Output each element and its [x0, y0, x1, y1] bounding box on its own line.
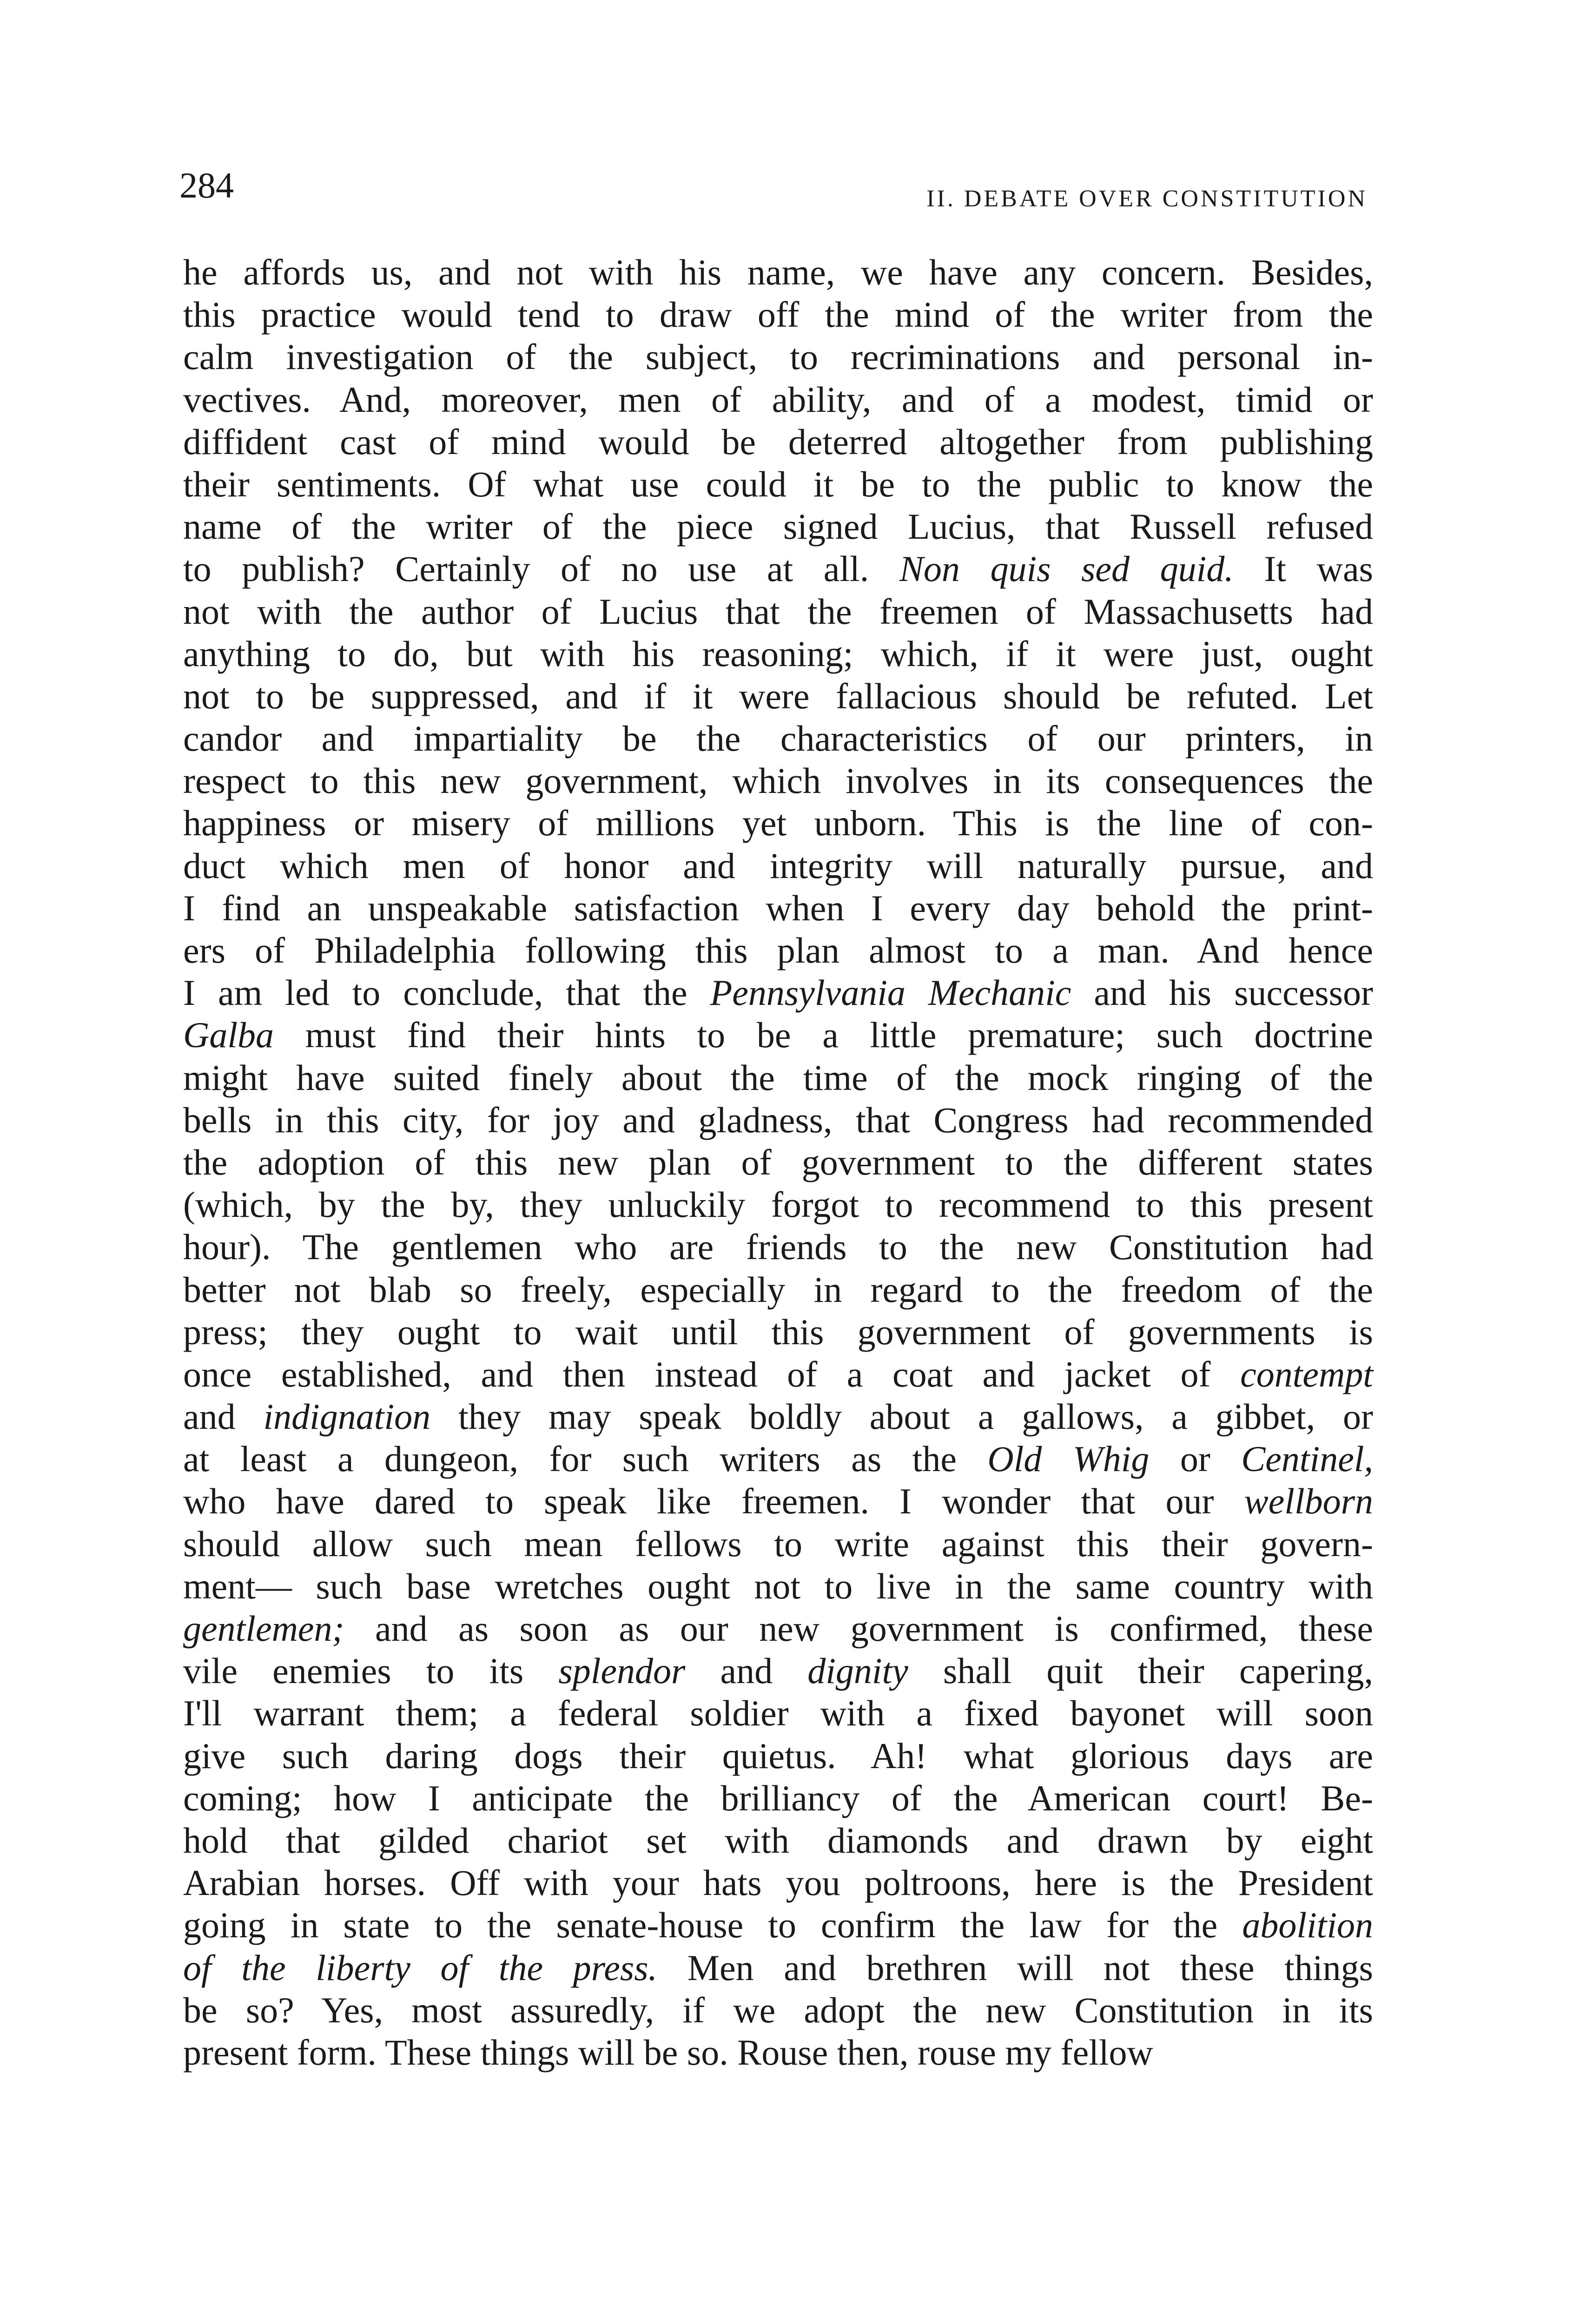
text-segment: should allow such mean fellows to write against this their govern-	[183, 1523, 1373, 1564]
italic-text: dignity	[807, 1651, 908, 1691]
italic-text: splendor	[558, 1651, 686, 1691]
text-line	[183, 1607, 1373, 1650]
italic-text: Centinel,	[1241, 1439, 1373, 1479]
running-head: II. DEBATE OVER CONSTITUTION	[926, 185, 1368, 212]
text-segment: the adoption of this new plan of government to the different states	[183, 1142, 1373, 1182]
text-segment: Arabian horses. Off with your hats you poltroons, here is the President	[183, 1862, 1373, 1903]
body-text	[183, 251, 1373, 2073]
text-line	[183, 1438, 1373, 1480]
text-segment: and his successor	[1071, 972, 1373, 1013]
text-segment: and	[685, 1651, 808, 1691]
text-segment: present form. These things will be so. Rouse then, rouse my fellow	[183, 2032, 1153, 2073]
text-segment: not with the author of Lucius that the freemen of Massachusetts had	[183, 591, 1373, 632]
text-line	[183, 590, 1373, 633]
text-line	[183, 1395, 1373, 1438]
italic-text: Pennsylvania Mechanic	[710, 972, 1071, 1013]
text-segment: I am led to conclude, that the	[183, 972, 710, 1013]
text-segment: calm investigation of the subject, to recriminations and personal in-	[183, 337, 1373, 377]
text-segment: happiness or misery of millions yet unborn. This is the line of con-	[183, 803, 1373, 844]
text-line	[183, 1141, 1373, 1183]
page-number: 284	[179, 165, 234, 205]
text-line	[183, 1692, 1373, 1734]
text-segment: might have suited finely about the time of the mock ringing of the	[183, 1057, 1373, 1098]
text-segment: ers of Philadelphia following this plan almost to a man. And hence	[183, 930, 1373, 971]
text-line	[183, 463, 1373, 505]
text-segment: (which, by the by, they unluckily forgot to recommend to this present	[183, 1184, 1373, 1225]
text-segment: at least a dungeon, for such writers as the	[183, 1439, 988, 1479]
text-segment: once established, and then instead of a coat and jacket of	[183, 1353, 1241, 1394]
text-segment: or	[1149, 1439, 1242, 1479]
text-segment: he affords us, and not with his name, we have any concern. Besides,	[183, 252, 1373, 292]
text-segment: not to be suppressed, and if it were fallacious should be refuted. Let	[183, 675, 1373, 716]
text-line	[183, 505, 1373, 548]
text-segment: hold that gilded chariot set with diamonds and drawn by eight	[183, 1820, 1373, 1861]
text-line	[183, 1862, 1373, 1904]
text-line	[183, 845, 1373, 887]
text-line	[183, 675, 1373, 717]
text-segment: their sentiments. Of what use could it be to the public to know the	[183, 463, 1373, 504]
text-segment: anything to do, but with his reasoning; which, if it were just, ought	[183, 633, 1373, 674]
text-line	[183, 1565, 1373, 1607]
italic-text: wellborn	[1244, 1481, 1373, 1522]
text-line	[183, 336, 1373, 378]
text-line	[183, 378, 1373, 421]
text-line	[183, 1947, 1373, 1989]
italic-text: contempt	[1240, 1353, 1373, 1394]
text-segment: vile enemies to its	[183, 1651, 559, 1691]
text-line	[183, 251, 1373, 293]
text-line	[183, 421, 1373, 463]
text-segment: It was	[1233, 548, 1374, 589]
text-segment: duct which men of honor and integrity will naturally pursue, and	[183, 845, 1373, 886]
text-line	[183, 1523, 1373, 1565]
text-segment: diffident cast of mind would be deterred altogether from publishing	[183, 421, 1373, 462]
text-line	[183, 929, 1373, 971]
text-segment: give such daring dogs their quietus. Ah! what glorious days are	[183, 1735, 1373, 1776]
text-segment: to publish? Certainly of no use at all.	[183, 548, 899, 589]
text-line	[183, 1989, 1373, 2031]
text-line	[183, 1650, 1373, 1692]
text-segment: and	[183, 1396, 264, 1437]
text-segment: name of the writer of the piece signed Lucius, that Russell refused	[183, 506, 1373, 547]
text-segment: better not blab so freely, especially in regard to the freedom of the	[183, 1269, 1373, 1310]
text-line	[183, 759, 1373, 802]
text-line	[183, 1480, 1373, 1522]
text-segment: vectives. And, moreover, men of ability, and of a modest, timid or	[183, 379, 1373, 420]
text-segment: respect to this new government, which involves in its consequences the	[183, 760, 1373, 801]
text-segment: bells in this city, for joy and gladness, that Congress had recommended	[183, 1099, 1373, 1140]
italic-text: Galba	[183, 1015, 274, 1056]
text-line	[183, 971, 1373, 1014]
text-line	[183, 1735, 1373, 1777]
text-line	[183, 1268, 1373, 1311]
text-line	[183, 802, 1373, 844]
italic-text: indignation	[263, 1396, 431, 1437]
text-segment: and as soon as our new government is confirmed, these	[344, 1608, 1373, 1649]
text-segment: going in state to the senate-house to confirm the law for the	[183, 1905, 1242, 1946]
text-segment: Men and brethren will not these things	[657, 1947, 1373, 1988]
italic-text: of the liberty of the press.	[183, 1947, 658, 1988]
text-segment: ment— such base wretches ought not to live in the same country with	[183, 1565, 1373, 1606]
text-segment: I'll warrant them; a federal soldier with a fixed bayonet will soon	[183, 1693, 1373, 1734]
text-segment: coming; how I anticipate the brilliancy of the American court! Be-	[183, 1777, 1373, 1818]
text-line	[183, 1353, 1373, 1395]
text-segment: this practice would tend to draw off the mind of the writer from the	[183, 294, 1373, 335]
text-line	[183, 548, 1373, 590]
text-line	[183, 717, 1373, 759]
text-line	[183, 2031, 1373, 2073]
text-segment: who have dared to speak like freemen. I wonder that our	[183, 1481, 1244, 1522]
text-segment: shall quit their capering,	[908, 1651, 1374, 1691]
text-line	[183, 1904, 1373, 1946]
text-segment: I find an unspeakable satisfaction when I every day behold the print-	[183, 887, 1373, 928]
text-line	[183, 1819, 1373, 1862]
text-segment: hour). The gentlemen who are friends to the new Constitution had	[183, 1227, 1373, 1268]
text-line	[183, 633, 1373, 675]
text-line	[183, 1311, 1373, 1353]
text-line	[183, 1183, 1373, 1226]
text-segment: must find their hints to be a little premature; such doctrine	[274, 1015, 1373, 1056]
text-line	[183, 1099, 1373, 1141]
italic-text: abolition	[1242, 1905, 1373, 1946]
text-segment: press; they ought to wait until this government of governments is	[183, 1311, 1373, 1352]
text-line	[183, 1014, 1373, 1056]
text-line	[183, 293, 1373, 336]
text-line	[183, 1226, 1373, 1268]
text-line	[183, 1777, 1373, 1819]
italic-text: gentlemen;	[183, 1608, 344, 1649]
text-line	[183, 887, 1373, 929]
italic-text: Non quis sed quid.	[899, 548, 1234, 589]
text-line	[183, 1056, 1373, 1099]
text-segment: candor and impartiality be the characteristics of our printers, in	[183, 718, 1373, 759]
text-segment: they may speak boldly about a gallows, a gibbet, or	[430, 1396, 1373, 1437]
italic-text: Old Whig	[987, 1439, 1150, 1479]
text-segment: be so? Yes, most assuredly, if we adopt the new Constitution in its	[183, 1989, 1373, 2030]
